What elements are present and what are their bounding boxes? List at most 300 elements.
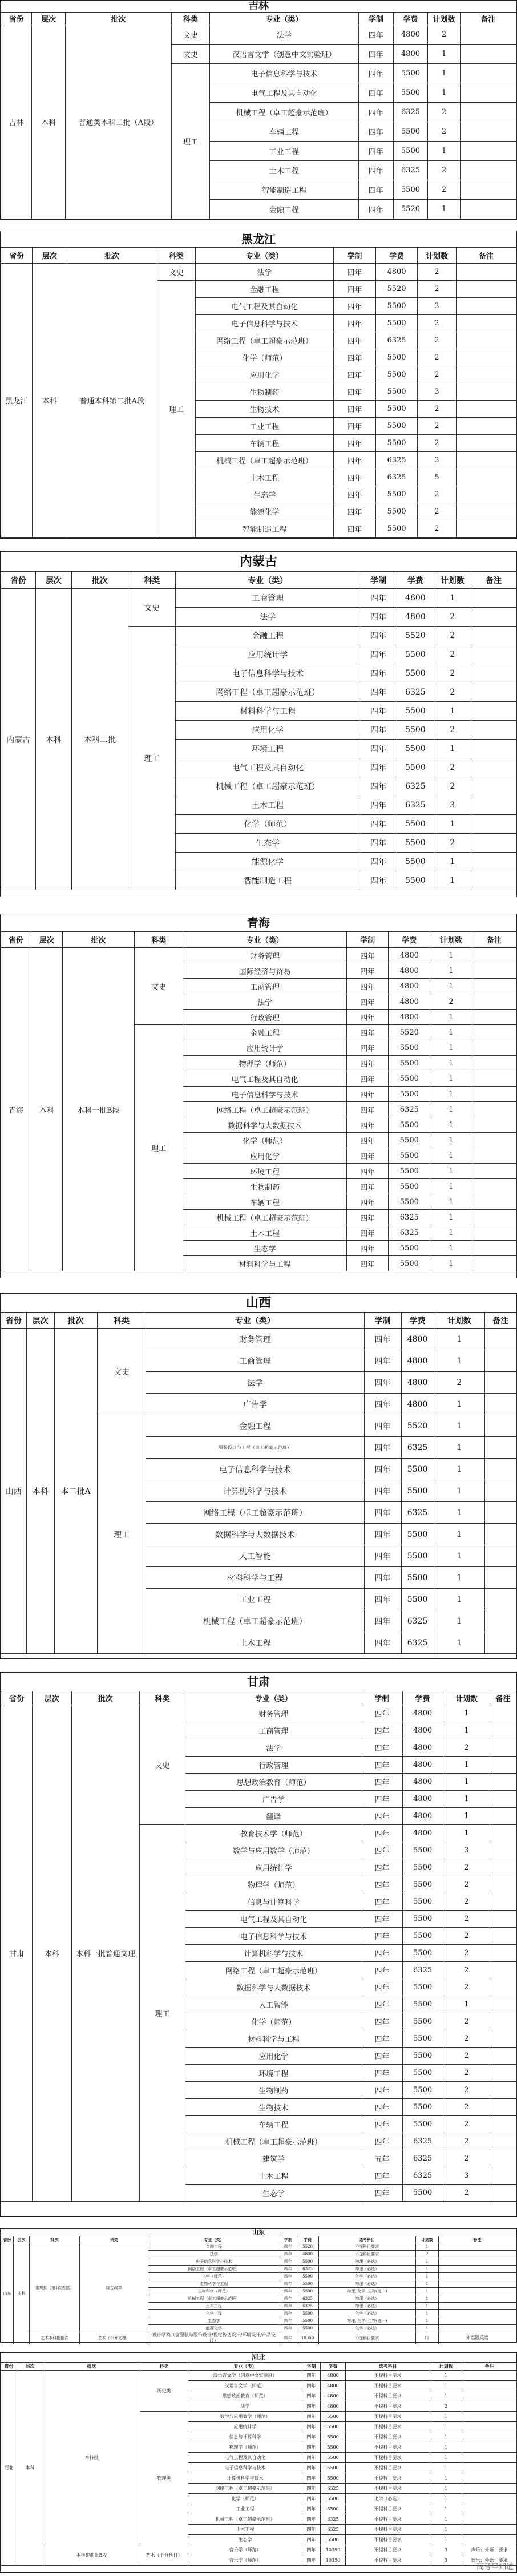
column-header-major: 专业（类） [209,13,358,25]
cell-remark [472,1241,516,1256]
cell-remark [490,1739,516,1757]
cell-tuition: 6325 [375,332,418,349]
table-header-row [1,2363,517,2371]
cell-duration: 四年 [302,2453,321,2463]
cell-subject_req: 不提科目要求 [346,2401,430,2412]
cell-plan: 1 [430,2504,462,2514]
cell-remark [471,815,516,834]
cell-major: 行政管理 [185,1757,362,1774]
cell-major: 化学（师范） [176,815,360,834]
cell-plan: 1 [434,1394,484,1415]
cell-tuition: 5500 [389,1179,430,1194]
cell-tuition: 6325 [401,1632,434,1654]
column-header-level: 层次 [32,248,67,264]
cell-remark [462,2525,517,2535]
cell-plan: 1 [434,702,471,721]
cell-remark [472,979,516,994]
cell-tuition: 6325 [389,1225,430,1241]
cell-duration: 四年 [302,2463,321,2473]
column-header-tuition: 学费 [393,13,428,25]
cell-tuition: 5500 [402,2082,443,2099]
column-header-tuition: 学费 [397,572,434,589]
province-section-3 [0,551,517,897]
cell-major: 机械工程（卓工超豪示范班） [185,2133,362,2150]
cell-tuition: 6325 [397,796,434,815]
cell-plan: 3 [418,298,456,315]
cell-duration: 四年 [359,64,394,83]
cell-duration: 四年 [280,2266,297,2273]
cell-plan: 1 [434,853,471,871]
cell-remark [438,2280,516,2288]
cell-tuition: 6325 [389,1210,430,1225]
cell-plan: 1 [430,2432,462,2442]
cell-plan: 1 [415,2317,438,2325]
cell-remark [490,2048,516,2065]
cell-tuition: 4800 [321,2381,346,2391]
cell-tuition: 4800 [397,608,434,627]
cell-tuition: 5500 [402,2013,443,2030]
cell-duration: 四年 [280,2273,297,2280]
cell-duration: 四年 [280,2280,297,2288]
column-header-major: 专业（类） [195,248,333,264]
cell-subject_req: 不提科目要求 [346,2463,430,2473]
cell-duration: 四年 [334,435,376,452]
cell-category: 理工 [134,1025,183,1271]
cell-major: 生态学 [185,2185,362,2202]
cell-subject_req: 不提科目要求 [346,2432,430,2442]
cell-major: 应用统计学 [176,645,360,664]
cell-duration: 四年 [280,2317,297,2325]
cell-duration: 四年 [302,2525,321,2535]
cell-duration: 四年 [362,1739,402,1757]
cell-major: 音乐学（师范） [188,2545,302,2555]
cell-tuition: 6325 [397,777,434,796]
cell-subject_req: 化学（必选） [346,2494,430,2504]
cell-remark [485,1632,516,1654]
cell-major: 服装设计与工程（卓工超豪示范班） [146,1437,364,1459]
cell-plan: 2 [428,180,460,200]
cell-duration: 四年 [302,2422,321,2432]
cell-plan: 1 [434,1415,484,1437]
cell-major: 法学 [148,2251,280,2258]
cell-subject_req: 不提科目要求 [318,2332,415,2344]
cell-tuition: 5500 [389,1087,430,1102]
cell-tuition: 10350 [297,2332,318,2344]
column-header-category: 科类 [140,2363,188,2371]
cell-plan: 2 [434,777,471,796]
cell-remark [472,1179,516,1194]
cell-tuition: 5500 [389,1133,430,1148]
cell-major: 工商管理 [183,979,347,994]
cell-tuition: 5500 [401,1567,434,1589]
cell-plan: 2 [434,721,471,740]
cell-tuition: 5500 [393,64,428,83]
cell-major: 生态学 [188,2535,302,2545]
cell-remark [485,1350,516,1372]
cell-remark [471,645,516,664]
column-header-remark: 备注 [490,1691,516,1705]
cell-duration: 四年 [334,486,376,503]
cell-duration: 四年 [362,1705,402,1722]
cell-plan: 2 [418,264,456,281]
cell-major: 网络工程（卓工超豪示范班） [195,332,333,349]
cell-major: 车辆工程 [185,2116,362,2133]
cell-tuition: 5500 [375,315,418,332]
cell-plan: 1 [415,2310,438,2317]
section-title: 山东 [252,2228,265,2236]
cell-duration: 四年 [359,122,394,142]
cell-duration: 四年 [359,161,394,180]
cell-plan: 2 [443,1945,490,1962]
cell-tuition: 6325 [321,2514,346,2525]
cell-major: 生物制药 [185,2082,362,2099]
cell-remark [472,1225,516,1241]
column-header-remark: 备注 [485,1313,516,1329]
cell-plan: 3 [443,1842,490,1859]
cell-duration: 四年 [334,503,376,520]
cell-remark [472,1056,516,1071]
cell-plan: 1 [415,2288,438,2295]
cell-tuition: 4800 [401,1350,434,1372]
cell-plan: 3 [430,2545,462,2555]
cell-major: 法学 [176,608,360,627]
cell-plan: 1 [428,45,460,64]
cell-plan: 1 [443,1757,490,1774]
cell-duration: 四年 [360,815,397,834]
cell-tuition: 4800 [401,1394,434,1415]
column-header-duration: 学制 [280,2236,297,2243]
cell-tuition: 5500 [401,1459,434,1480]
cell-remark [438,2288,516,2295]
cell-duration: 四年 [347,1010,389,1025]
column-header-plan: 计划数 [443,1691,490,1705]
column-header-major: 专业（类） [185,1691,362,1705]
cell-remark [472,1210,516,1225]
cell-plan: 2 [443,2133,490,2150]
cell-plan: 2 [434,758,471,777]
cell-duration: 四年 [347,948,389,963]
cell-major: 电子信息科学与技术 [146,1459,364,1480]
cell-plan: 2 [434,1372,484,1394]
cell-duration: 四年 [347,1087,389,1102]
cell-remark [472,1087,516,1102]
cell-major: 智能制造工程 [195,520,333,538]
cell-tuition: 4800 [402,1739,443,1757]
cell-major: 车辆工程 [209,122,358,142]
cell-duration: 四年 [362,1808,402,1825]
cell-batch: 普通类本科二批（A段） [65,25,171,219]
cell-major: 车辆工程 [195,435,333,452]
cell-plan: 2 [418,349,456,366]
cell-major: 汉语言文学（师范） [188,2381,302,2391]
cell-major: 化学（师范） [183,1133,347,1148]
admission-table [1,2236,516,2344]
cell-plan: 2 [430,2401,462,2412]
cell-tuition: 4800 [375,264,418,281]
cell-tuition: 5500 [402,2048,443,2065]
section-title: 山西 [245,1295,271,1310]
cell-level: 本科 [35,589,71,890]
cell-duration: 五年 [362,2150,402,2167]
cell-remark [490,2150,516,2167]
column-header-tuition: 学费 [321,2363,346,2371]
cell-major: 电气工程及其自动化 [195,298,333,315]
cell-duration: 四年 [364,1480,401,1502]
cell-major: 信息与计算科学 [188,2432,302,2442]
cell-remark [485,1502,516,1524]
cell-remark [462,2453,517,2463]
cell-duration: 四年 [302,2412,321,2422]
cell-major: 生态学 [176,834,360,853]
cell-major: 化学（师范） [148,2273,280,2280]
cell-plan: 1 [430,2453,462,2463]
cell-remark [485,1329,516,1350]
table-header-row [1,1313,516,1329]
cell-batch: 本二批A [54,1329,97,1654]
cell-duration: 四年 [302,2484,321,2494]
cell-duration: 四年 [360,834,397,853]
cell-major: 机械工程（卓工超豪示范班） [188,2514,302,2525]
cell-remark [472,1164,516,1179]
cell-major: 金融工程 [146,1415,364,1437]
cell-major: 材料科学与工程 [176,702,360,721]
cell-duration: 四年 [360,758,397,777]
cell-major: 电子信息科学与技术 [188,2463,302,2473]
cell-province: 山西 [1,1329,27,1654]
cell-major: 工商管理 [146,1350,364,1372]
cell-tuition: 5500 [393,180,428,200]
cell-duration: 四年 [347,994,389,1010]
cell-remark [490,2065,516,2082]
table-header-row [1,13,516,25]
cell-major: 土木工程 [148,2303,280,2310]
cell-plan: 1 [430,1241,472,1256]
cell-tuition: 5520 [389,1025,430,1040]
cell-duration: 四年 [347,1194,389,1210]
cell-subject_req: 不提科目要求 [346,2555,430,2566]
cell-remark [471,796,516,815]
cell-plan: 1 [430,1102,472,1117]
cell-remark [490,2167,516,2185]
cell-plan: 1 [430,1071,472,1087]
cell-remark [490,1876,516,1893]
column-header-level: 层次 [35,572,71,589]
cell-plan: 2 [434,683,471,702]
cell-plan: 2 [418,418,456,435]
cell-duration: 四年 [334,349,376,366]
cell-subject_req: 不提科目要求 [346,2381,430,2391]
cell-major: 化学（师范） [195,349,333,366]
cell-tuition: 5500 [375,503,418,520]
cell-major: 教育技术学（师范） [185,1825,362,1842]
cell-major: 财务管理 [183,948,347,963]
cell-tuition: 6325 [401,1437,434,1459]
column-header-level: 层次 [32,13,66,25]
cell-category: 文史 [139,1705,185,1825]
cell-subject_req: 不提科目要求 [346,2422,430,2432]
cell-major: 设计学类（含服装与服饰设计/视觉传达设计/环境设计/产品设计） [148,2332,280,2344]
cell-remark [471,702,516,721]
cell-tuition: 6325 [321,2484,346,2494]
cell-plan: 2 [418,435,456,452]
cell-plan: 1 [430,2525,462,2535]
cell-duration: 四年 [362,1859,402,1876]
cell-tuition: 5500 [393,122,428,142]
cell-plan: 1 [434,1502,484,1524]
cell-tuition: 6325 [297,2295,318,2303]
cell-remark [460,142,516,161]
cell-subject_req: 物理, 化学, 生物(选一) [318,2317,415,2325]
cell-plan: 1 [434,1524,484,1545]
cell-plan: 1 [430,1256,472,1271]
cell-plan: 1 [434,740,471,758]
cell-plan: 1 [434,871,471,890]
cell-remark [485,1437,516,1459]
cell-remark [485,1567,516,1589]
cell-plan: 1 [430,1210,472,1225]
cell-tuition: 6325 [401,1610,434,1632]
column-header-province: 省份 [1,13,32,25]
cell-tuition: 4800 [321,2371,346,2381]
cell-level: 本科 [32,264,67,538]
cell-plan: 1 [430,1040,472,1056]
cell-major: 化学（师范） [188,2494,302,2504]
cell-duration: 四年 [364,1437,401,1459]
cell-tuition: 5500 [321,2442,346,2453]
cell-tuition: 6325 [393,161,428,180]
cell-remark [472,1194,516,1210]
column-header-remark: 备注 [462,2363,517,2371]
cell-major: 思想政治教育（师范） [185,1774,362,1791]
cell-plan: 1 [434,1610,484,1632]
cell-tuition: 4800 [402,1774,443,1791]
cell-level: 本科 [17,2371,43,2566]
cell-plan: 1 [434,1545,484,1567]
cell-duration: 四年 [359,83,394,103]
cell-tuition: 6325 [297,2303,318,2310]
cell-duration: 四年 [302,2504,321,2514]
cell-remark [438,2251,516,2258]
cell-level: 本科 [33,1705,72,2202]
cell-duration: 四年 [280,2325,297,2332]
cell-tuition: 5520 [297,2243,318,2251]
column-header-province: 省份 [1,248,33,264]
province-section-6 [0,1672,517,2217]
cell-duration: 四年 [360,702,397,721]
cell-remark [456,452,516,469]
cell-tuition: 5500 [321,2494,346,2504]
cell-remark [490,1893,516,1911]
cell-plan: 1 [430,979,472,994]
cell-plan: 2 [443,1911,490,1928]
cell-subject_req: 不提科目要求 [346,2412,430,2422]
cell-remark [490,1928,516,1945]
cell-duration: 四年 [302,2535,321,2545]
cell-subject_req: 物理（必选） [318,2303,415,2310]
cell-tuition: 4800 [297,2251,318,2258]
cell-tuition: 5500 [375,418,418,435]
cell-tuition: 6325 [389,1102,430,1117]
cell-remark [438,2243,516,2251]
cell-duration: 四年 [302,2442,321,2453]
cell-plan: 1 [434,1632,484,1654]
cell-major: 网络工程（卓工超豪示范班） [146,1502,364,1524]
cell-plan: 2 [434,664,471,683]
cell-duration: 四年 [362,2133,402,2150]
cell-plan: 1 [430,948,472,963]
cell-duration: 四年 [362,2099,402,2116]
cell-tuition: 5500 [397,664,434,683]
cell-duration: 四年 [334,315,376,332]
cell-plan: 1 [430,1087,472,1102]
cell-major: 行政管理 [183,1010,347,1025]
column-header-batch: 批次 [71,1691,139,1705]
cell-plan: 2 [443,2116,490,2133]
column-header-tuition: 学费 [402,1691,443,1705]
cell-tuition: 5500 [402,1842,443,1859]
cell-plan: 1 [443,1705,490,1722]
cell-remark [460,200,516,219]
cell-category: 物理类 [140,2412,188,2545]
cell-duration: 四年 [360,777,397,796]
cell-remark [456,298,516,315]
cell-plan: 1 [430,1010,472,1025]
table-row [1,2545,517,2555]
cell-major: 电子信息科学与技术 [185,1928,362,1945]
cell-plan: 1 [415,2303,438,2310]
cell-major: 智能制造工程 [209,180,358,200]
cell-major: 法学 [188,2401,302,2412]
cell-duration: 四年 [360,721,397,740]
cell-duration: 四年 [302,2555,321,2566]
cell-duration: 四年 [280,2243,297,2251]
cell-tuition: 4800 [389,1010,430,1025]
cell-duration: 四年 [302,2432,321,2442]
cell-major: 生态学 [148,2317,280,2325]
cell-plan: 1 [443,1825,490,1842]
cell-tuition: 5500 [402,1859,443,1876]
cell-tuition: 4800 [401,1372,434,1394]
cell-tuition: 5500 [397,740,434,758]
cell-duration: 四年 [280,2288,297,2295]
cell-major: 应用统计学 [183,1040,347,1056]
cell-remark [485,1459,516,1480]
cell-remark [490,1791,516,1808]
cell-remark [472,1071,516,1087]
column-header-duration: 学制 [362,1691,402,1705]
cell-remark [490,1979,516,1996]
column-header-batch: 批次 [65,13,171,25]
cell-duration: 四年 [280,2251,297,2258]
cell-duration: 四年 [362,2185,402,2202]
cell-plan: 2 [434,608,471,627]
cell-major: 电气工程及其自动化 [185,1911,362,1928]
cell-remark [490,1962,516,1979]
cell-plan: 1 [415,2295,438,2303]
cell-batch: 常规批（第1次志愿） [30,2243,80,2332]
cell-tuition: 4800 [402,1791,443,1808]
cell-tuition: 4800 [393,25,428,45]
cell-major: 机械工程（卓工超豪示范班） [176,777,360,796]
cell-plan: 2 [418,315,456,332]
cell-batch: 本科一批B段 [62,948,134,1271]
cell-major: 生态学 [183,1241,347,1256]
column-header-batch: 批次 [43,2363,140,2371]
cell-plan: 1 [430,1025,472,1040]
cell-major: 机械工程（卓工超豪示范班） [183,1210,347,1225]
cell-major: 网络工程（卓工超豪示范班） [188,2484,302,2494]
cell-remark [471,834,516,853]
